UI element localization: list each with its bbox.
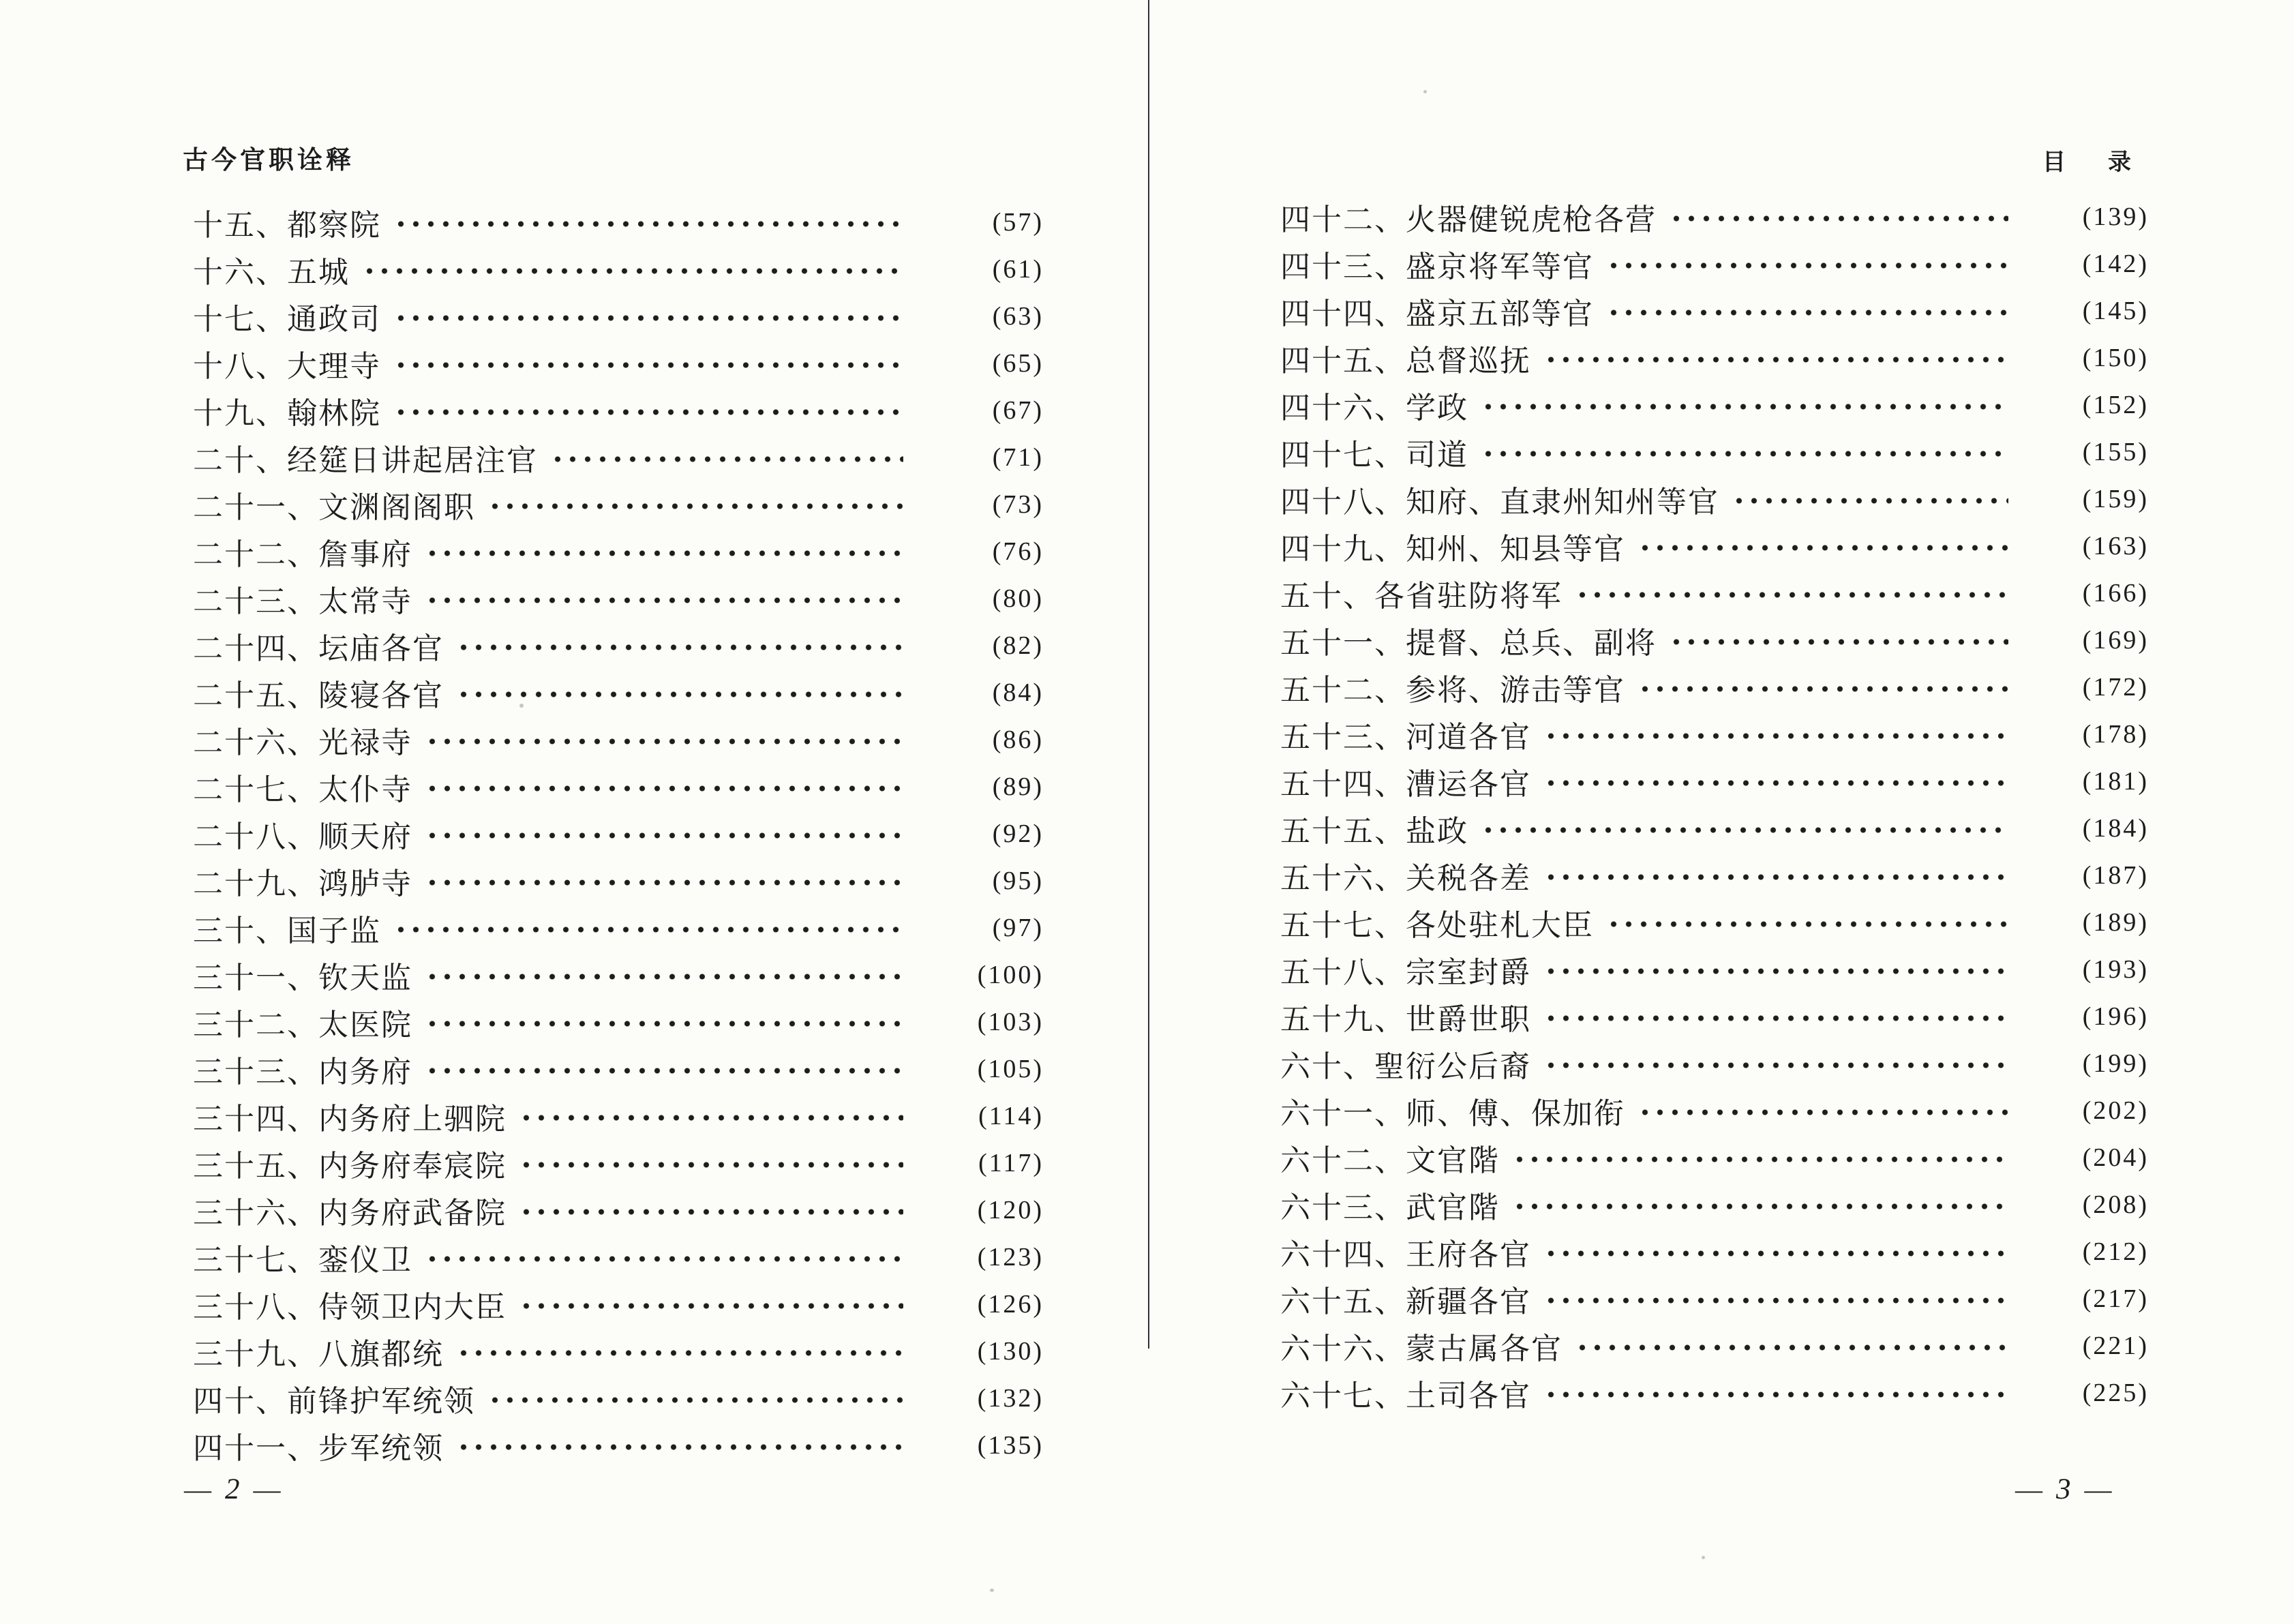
toc-entry-page-number: (80) [992, 584, 1044, 613]
right-toc-list [1280, 193, 2149, 1416]
dot-leader [1481, 404, 2008, 410]
toc-entry-row [193, 292, 1044, 340]
toc-entry-page-number: (221) [2082, 1331, 2149, 1360]
dot-leader [456, 1350, 903, 1356]
toc-entry-title: 六十三、武官階 [1280, 1190, 1500, 1224]
dot-leader [1606, 262, 2008, 269]
toc-entry-page-number: (189) [2082, 907, 2149, 937]
toc-entry-page-number: (204) [2082, 1143, 2149, 1172]
dot-leader [362, 268, 903, 274]
toc-entry-row [1280, 993, 2149, 1040]
dot-leader [425, 1256, 903, 1262]
toc-entry-page-number: (97) [992, 913, 1044, 942]
toc-entry-title: 四十一、步军统领 [193, 1431, 444, 1465]
toc-entry-title: 四十二、火器健锐虎枪各营 [1280, 202, 1657, 237]
toc-entry-row [1280, 899, 2149, 946]
toc-entry-page-number: (159) [2082, 484, 2149, 513]
dot-leader [425, 879, 903, 886]
toc-entry-title: 十六、五城 [193, 255, 350, 289]
toc-entry-page-number: (71) [992, 442, 1044, 472]
toc-entry-page-number: (100) [977, 960, 1044, 989]
dot-leader [1638, 686, 2008, 692]
toc-entry-row [193, 1233, 1044, 1280]
toc-entry-page-number: (84) [992, 678, 1044, 707]
toc-entry-page-number: (89) [992, 772, 1044, 801]
toc-entry-page-number: (196) [2082, 1002, 2149, 1031]
toc-entry-page-number: (163) [2082, 531, 2149, 560]
toc-entry-page-number: (92) [992, 819, 1044, 848]
toc-entry-row [1280, 852, 2149, 899]
toc-entry-page-number: (63) [992, 301, 1044, 331]
toc-entry-title: 三十七、銮仪卫 [193, 1243, 412, 1277]
dot-leader [393, 409, 903, 415]
toc-entry-title: 六十、聖衍公后裔 [1280, 1049, 1531, 1083]
folio-dash: — [2015, 1474, 2042, 1505]
toc-entry-page-number: (152) [2082, 390, 2149, 419]
toc-entry-row [1280, 522, 2149, 569]
toc-entry-title: 四十、前锋护军统领 [193, 1384, 475, 1418]
toc-entry-title: 三十二、太医院 [193, 1008, 412, 1042]
toc-entry-title: 三十五、内务府奉宸院 [193, 1149, 507, 1183]
toc-entry-page-number: (172) [2082, 672, 2149, 702]
dot-leader [519, 1162, 903, 1168]
toc-entry-row [1280, 381, 2149, 428]
toc-entry-row [193, 810, 1044, 857]
toc-entry-page-number: (169) [2082, 625, 2149, 655]
toc-entry-row [1280, 805, 2149, 852]
toc-entry-row [193, 998, 1044, 1045]
toc-entry-page-number: (202) [2082, 1096, 2149, 1125]
dot-leader [425, 738, 903, 745]
left-page-number: 2 [225, 1473, 240, 1505]
dot-leader [519, 1115, 903, 1121]
scan-speckle [1423, 90, 1427, 93]
dot-leader [1543, 733, 2008, 739]
toc-entry-title: 二十五、陵寝各官 [193, 678, 444, 712]
toc-entry-title: 三十、国子监 [193, 914, 381, 948]
right-page-number: 3 [2056, 1473, 2071, 1505]
toc-entry-page-number: (142) [2082, 249, 2149, 278]
dot-leader [393, 221, 903, 227]
left-toc-list [193, 198, 1044, 1469]
toc-entry-title: 二十八、顺天府 [193, 819, 412, 854]
toc-entry-title: 六十四、王府各官 [1280, 1237, 1531, 1272]
toc-entry-title: 五十、各省驻防将军 [1280, 579, 1563, 613]
toc-entry-row [193, 1045, 1044, 1092]
toc-entry-page-number: (57) [992, 207, 1044, 237]
toc-entry-row [1280, 1134, 2149, 1181]
folio-dash: — [253, 1474, 281, 1505]
dot-leader [1638, 545, 2008, 551]
toc-entry-page-number: (187) [2082, 860, 2149, 890]
toc-entry-row [193, 245, 1044, 292]
dot-leader [550, 456, 903, 462]
toc-entry-row [1280, 757, 2149, 805]
toc-entry-title: 五十六、关税各差 [1280, 861, 1531, 895]
toc-entry-row [1280, 1275, 2149, 1322]
toc-entry-page-number: (67) [992, 395, 1044, 425]
toc-entry-page-number: (117) [978, 1148, 1044, 1177]
dot-leader [1543, 1062, 2008, 1068]
scan-speckle [1702, 1556, 1705, 1559]
dot-leader [1669, 215, 2008, 222]
toc-entry-row [193, 340, 1044, 387]
dot-leader [1512, 1203, 2008, 1209]
dot-leader [425, 832, 903, 839]
toc-entry-page-number: (217) [2082, 1284, 2149, 1313]
toc-entry-title: 二十六、光禄寺 [193, 725, 412, 760]
toc-entry-row [1280, 1040, 2149, 1087]
dot-leader [393, 315, 903, 321]
toc-entry-title: 四十四、盛京五部等官 [1280, 297, 1594, 331]
dot-leader [1575, 592, 2008, 598]
dot-leader [1606, 310, 2008, 316]
toc-entry-page-number: (105) [977, 1054, 1044, 1083]
toc-entry-row [193, 951, 1044, 998]
toc-entry-title: 六十五、新疆各官 [1280, 1284, 1531, 1319]
toc-entry-page-number: (150) [2082, 343, 2149, 372]
dot-leader [456, 644, 903, 650]
scan-speckle [990, 1589, 994, 1592]
toc-entry-row [193, 387, 1044, 434]
toc-entry-row [193, 481, 1044, 528]
dot-leader [1543, 780, 2008, 786]
left-page-folio [184, 1473, 281, 1506]
toc-entry-row [193, 198, 1044, 245]
dot-leader [519, 1303, 903, 1309]
toc-entry-page-number: (225) [2082, 1378, 2149, 1407]
toc-entry-row [193, 763, 1044, 810]
toc-entry-page-number: (132) [977, 1383, 1044, 1413]
toc-entry-row [193, 1327, 1044, 1374]
toc-entry-row [1280, 1087, 2149, 1134]
dot-leader [1512, 1156, 2008, 1162]
dot-leader [456, 1444, 903, 1450]
toc-entry-title: 二十一、文渊阁阁职 [193, 490, 475, 524]
toc-entry-page-number: (82) [992, 631, 1044, 660]
toc-entry-row [193, 1374, 1044, 1422]
toc-entry-title: 五十七、各处驻札大臣 [1280, 908, 1594, 942]
dot-leader [1575, 1344, 2008, 1351]
toc-entry-title: 十八、大理寺 [193, 349, 381, 383]
dot-leader [1543, 874, 2008, 880]
toc-entry-title: 五十三、河道各官 [1280, 720, 1531, 754]
toc-entry-page-number: (193) [2082, 954, 2149, 984]
toc-entry-page-number: (139) [2082, 202, 2149, 231]
page-gutter-divider [1148, 0, 1149, 1349]
toc-entry-title: 六十二、文官階 [1280, 1143, 1500, 1177]
toc-entry-title: 五十五、盐政 [1280, 814, 1468, 848]
dot-leader [1543, 357, 2008, 363]
toc-entry-row [1280, 1181, 2149, 1228]
toc-entry-title: 三十六、内务府武备院 [193, 1196, 507, 1230]
toc-entry-row [1280, 475, 2149, 522]
toc-entry-row [193, 1139, 1044, 1186]
toc-entry-row [193, 1422, 1044, 1469]
toc-entry-row [1280, 616, 2149, 663]
toc-entry-title: 三十九、八旗都统 [193, 1337, 444, 1371]
toc-entry-title: 五十二、参将、游击等官 [1280, 673, 1625, 707]
dot-leader [425, 597, 903, 603]
toc-entry-row [193, 1186, 1044, 1233]
toc-entry-page-number: (184) [2082, 813, 2149, 843]
toc-entry-row [1280, 946, 2149, 993]
toc-entry-title: 十九、翰林院 [193, 396, 381, 430]
dot-leader [1543, 968, 2008, 974]
folio-dash: — [184, 1474, 211, 1505]
toc-entry-row [193, 1280, 1044, 1327]
toc-entry-row [193, 904, 1044, 951]
dot-leader [487, 1397, 903, 1403]
dot-leader [393, 362, 903, 368]
toc-entry-page-number: (126) [977, 1289, 1044, 1319]
toc-entry-row [193, 622, 1044, 669]
dot-leader [1638, 1109, 2008, 1115]
toc-entry-title: 二十七、太仆寺 [193, 772, 412, 807]
toc-entry-page-number: (181) [2082, 766, 2149, 796]
toc-entry-row [1280, 334, 2149, 381]
toc-entry-page-number: (95) [992, 866, 1044, 895]
toc-entry-title: 三十四、内务府上驷院 [193, 1102, 507, 1136]
dot-leader [487, 503, 903, 509]
dot-leader [1543, 1015, 2008, 1021]
toc-entry-row [193, 857, 1044, 904]
toc-entry-title: 四十五、总督巡抚 [1280, 344, 1531, 378]
toc-entry-page-number: (86) [992, 725, 1044, 754]
dot-leader [425, 785, 903, 792]
toc-entry-title: 五十四、漕运各官 [1280, 767, 1531, 801]
toc-entry-title: 六十一、师、傅、保加衔 [1280, 1096, 1625, 1130]
toc-entry-row [1280, 710, 2149, 757]
toc-entry-row [193, 669, 1044, 716]
toc-entry-title: 四十九、知州、知县等官 [1280, 532, 1625, 566]
toc-entry-page-number: (76) [992, 537, 1044, 566]
toc-entry-page-number: (155) [2082, 437, 2149, 466]
toc-entry-title: 四十八、知府、直隶州知州等官 [1280, 485, 1719, 519]
toc-entry-title: 十五、都察院 [193, 208, 381, 242]
toc-entry-row [1280, 240, 2149, 287]
toc-entry-page-number: (212) [2082, 1237, 2149, 1266]
dot-leader [1543, 1250, 2008, 1257]
toc-entry-title: 四十七、司道 [1280, 438, 1468, 472]
dot-leader [1732, 498, 2008, 504]
dot-leader [1606, 921, 2008, 927]
dot-leader [1543, 1392, 2008, 1398]
dot-leader [393, 927, 903, 933]
toc-entry-row [1280, 1228, 2149, 1275]
toc-entry-page-number: (123) [977, 1242, 1044, 1272]
toc-entry-title: 三十三、内务府 [193, 1055, 412, 1089]
dot-leader [425, 550, 903, 556]
toc-entry-page-number: (178) [2082, 719, 2149, 749]
toc-entry-row [193, 434, 1044, 481]
toc-entry-title: 二十二、詹事府 [193, 537, 412, 571]
toc-entry-page-number: (199) [2082, 1049, 2149, 1078]
dot-leader [1543, 1297, 2008, 1304]
toc-entry-page-number: (103) [977, 1007, 1044, 1036]
toc-entry-title: 五十一、提督、总兵、副将 [1280, 626, 1657, 660]
toc-entry-row [193, 1092, 1044, 1139]
toc-entry-page-number: (208) [2082, 1190, 2149, 1219]
right-page-running-head: 目 录 [2042, 150, 2141, 175]
toc-entry-row [1280, 428, 2149, 475]
toc-entry-page-number: (114) [978, 1101, 1044, 1130]
dot-leader [425, 1021, 903, 1027]
toc-entry-title: 二十、经筵日讲起居注官 [193, 443, 538, 477]
toc-entry-title: 六十七、土司各官 [1280, 1379, 1531, 1413]
toc-entry-page-number: (65) [992, 348, 1044, 378]
toc-entry-row [193, 575, 1044, 622]
dot-leader [519, 1209, 903, 1215]
toc-entry-title: 三十一、钦天监 [193, 961, 412, 995]
toc-entry-title: 四十六、学政 [1280, 391, 1468, 425]
toc-entry-page-number: (73) [992, 490, 1044, 519]
toc-entry-title: 二十四、坛庙各官 [193, 631, 444, 665]
dot-leader [425, 1068, 903, 1074]
left-page-running-head: 古今官职诠释 [183, 147, 354, 175]
toc-entry-title: 二十九、鸿胪寺 [193, 867, 412, 901]
toc-entry-row [193, 528, 1044, 575]
scan-speckle [519, 704, 524, 708]
toc-entry-title: 二十三、太常寺 [193, 584, 412, 618]
dot-leader [456, 691, 903, 697]
toc-entry-row [1280, 663, 2149, 710]
toc-entry-page-number: (61) [992, 254, 1044, 284]
dot-leader [425, 974, 903, 980]
dot-leader [1669, 639, 2008, 645]
toc-entry-title: 四十三、盛京将军等官 [1280, 250, 1594, 284]
toc-entry-row [1280, 1369, 2149, 1416]
right-page-folio [2015, 1473, 2112, 1506]
folio-dash: — [2084, 1474, 2112, 1505]
toc-entry-row [1280, 569, 2149, 616]
toc-entry-row [193, 716, 1044, 763]
toc-entry-title: 六十六、蒙古属各官 [1280, 1332, 1563, 1366]
toc-entry-title: 十七、通政司 [193, 302, 381, 336]
toc-entry-row [1280, 1322, 2149, 1369]
toc-entry-title: 三十八、侍领卫内大臣 [193, 1290, 507, 1324]
toc-entry-page-number: (130) [977, 1336, 1044, 1366]
toc-entry-page-number: (135) [977, 1430, 1044, 1460]
toc-entry-page-number: (166) [2082, 578, 2149, 607]
dot-leader [1481, 827, 2008, 833]
toc-entry-page-number: (145) [2082, 296, 2149, 325]
toc-entry-row [1280, 193, 2149, 240]
toc-entry-title: 五十九、世爵世职 [1280, 1002, 1531, 1036]
dot-leader [1481, 451, 2008, 457]
toc-entry-page-number: (120) [977, 1195, 1044, 1224]
toc-entry-row [1280, 287, 2149, 334]
toc-entry-title: 五十八、宗室封爵 [1280, 955, 1531, 989]
